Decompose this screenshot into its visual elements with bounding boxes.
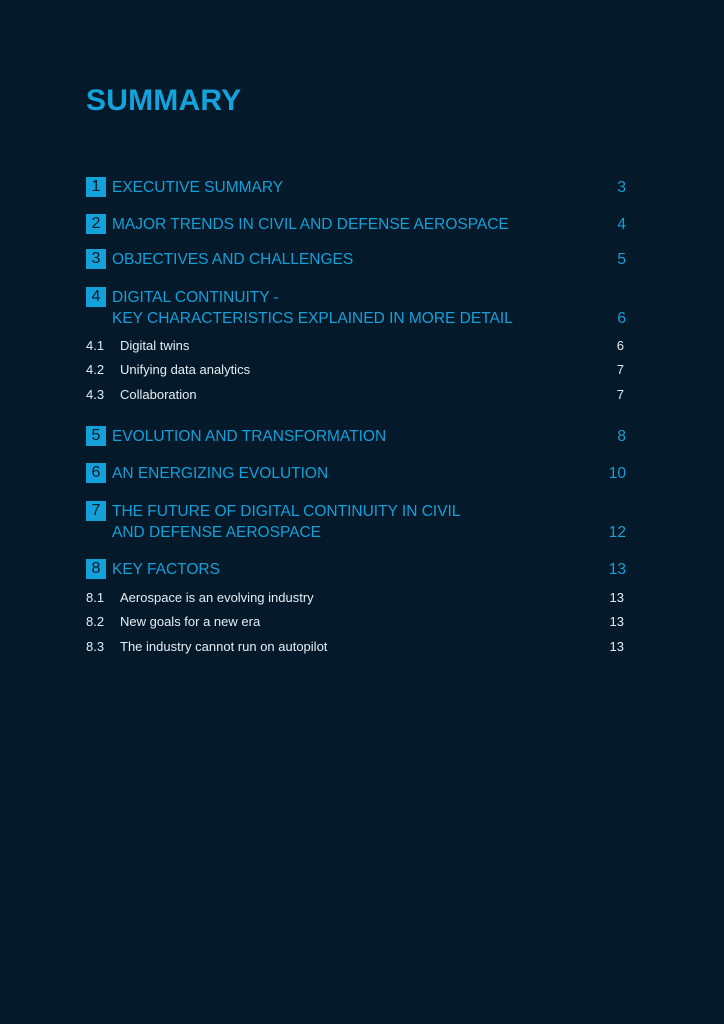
subsection-page-number: 6 <box>616 338 624 353</box>
section-title-line1: DIGITAL CONTINUITY - <box>112 289 279 306</box>
section-page-number: 12 <box>608 524 626 541</box>
subsection-page-number: 7 <box>616 362 624 377</box>
toc-section-6[interactable] <box>86 463 631 484</box>
section-number-badge: 7 <box>86 501 106 521</box>
section-page-number: 10 <box>608 465 626 482</box>
section-number-badge: 8 <box>86 559 106 579</box>
subsection-title: Aerospace is an evolving industry <box>120 590 314 605</box>
toc-section-2[interactable] <box>86 214 631 235</box>
section-number-badge: 5 <box>86 426 106 446</box>
section-title: EXECUTIVE SUMMARY <box>112 179 284 196</box>
subsection-title: New goals for a new era <box>120 614 261 629</box>
section-page-number: 4 <box>617 216 626 233</box>
section-number-badge: 3 <box>86 249 106 269</box>
section-number-badge: 4 <box>86 287 106 307</box>
subsection-title: Collaboration <box>120 387 197 402</box>
toc-section-3[interactable] <box>86 249 631 270</box>
subsection-number: 4.3 <box>86 387 105 402</box>
section-title: MAJOR TRENDS IN CIVIL AND DEFENSE AEROSPACE <box>112 216 509 233</box>
subsection-number: 4.1 <box>86 338 105 353</box>
subsection-title: Digital twins <box>120 338 190 353</box>
subsection-title: Unifying data analytics <box>120 362 251 377</box>
section-title: KEY FACTORS <box>112 561 220 578</box>
section-title: AN ENERGIZING EVOLUTION <box>112 465 329 482</box>
subsection-page-number: 7 <box>616 387 624 402</box>
toc-subsection-4-2[interactable] <box>86 361 631 379</box>
section-number-badge: 6 <box>86 463 106 483</box>
section-page-number: 3 <box>617 179 626 196</box>
toc-subsection-4-3[interactable] <box>86 386 631 404</box>
toc-section-7[interactable] <box>86 501 631 543</box>
toc-subsection-8-2[interactable] <box>86 613 631 631</box>
toc-subsection-8-3[interactable] <box>86 638 631 656</box>
section-page-number: 6 <box>617 310 626 327</box>
section-page-number: 5 <box>617 251 626 268</box>
section-title-line2: AND DEFENSE AEROSPACE <box>112 524 322 541</box>
subsection-number: 4.2 <box>86 362 105 377</box>
section-title-line2: KEY CHARACTERISTICS EXPLAINED IN MORE DETAIL <box>112 310 513 327</box>
toc-subsection-8-1[interactable] <box>86 589 631 607</box>
section-title-line1: THE FUTURE OF DIGITAL CONTINUITY IN CIVIL <box>112 503 461 520</box>
subsection-title: The industry cannot run on autopilot <box>120 639 328 654</box>
toc-section-5[interactable] <box>86 426 631 447</box>
subsection-page-number: 13 <box>609 590 624 605</box>
section-number-badge: 2 <box>86 214 106 234</box>
subsection-page-number: 13 <box>609 614 624 629</box>
subsection-number: 8.2 <box>86 614 105 629</box>
subsection-page-number: 13 <box>609 639 624 654</box>
section-page-number: 8 <box>617 428 626 445</box>
toc-section-4[interactable] <box>86 287 631 329</box>
toc-section-8[interactable] <box>86 559 631 580</box>
toc-section-1[interactable] <box>86 177 631 198</box>
section-title: OBJECTIVES AND CHALLENGES <box>112 251 354 268</box>
section-number-badge: 1 <box>86 177 106 197</box>
subsection-number: 8.1 <box>86 590 105 605</box>
page-title: SUMMARY <box>86 84 242 117</box>
section-title: EVOLUTION AND TRANSFORMATION <box>112 428 387 445</box>
section-page-number: 13 <box>608 561 626 578</box>
subsection-number: 8.3 <box>86 639 105 654</box>
toc-subsection-4-1[interactable] <box>86 337 631 355</box>
